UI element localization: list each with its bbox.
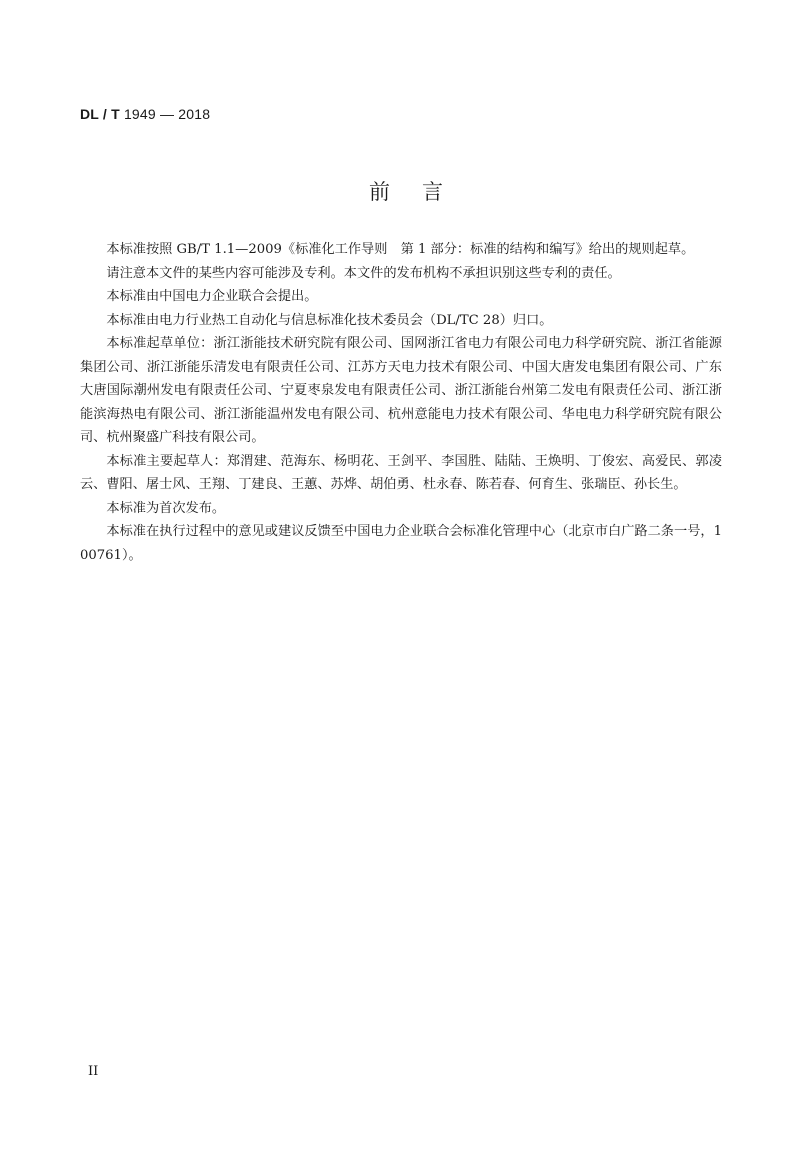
paragraph-first-release: 本标准为首次发布。 [106, 500, 226, 516]
paragraph-drafting-rules: 本标准按照 GB/T 1.1—2009《标准化工作导则 第 1 部分：标准的结构和编写》给出的规则起草。 [106, 242, 695, 257]
page-title: 前言 [369, 180, 475, 204]
preface-body [80, 238, 722, 567]
standard-code [80, 106, 210, 122]
standard-number: 1949 — 2018 [123, 106, 211, 122]
paragraph-technical-committee: 本标准由电力行业热工自动化与信息标准化技术委员会（DL/TC 28）归口。 [106, 312, 553, 328]
paragraph-feedback: 本标准在执行过程中的意见或建议反馈至中国电力企业联合会标准化管理中心（北京市白广路二条一号，100761）。 [80, 524, 722, 563]
page-number: II [88, 1064, 99, 1079]
paragraph-drafting-units: 本标准起草单位：浙江浙能技术研究院有限公司、国网浙江省电力有限公司电力科学研究院、浙江省能源集团公司、浙江浙能乐清发电有限责任公司、江苏方天电力技术有限公司、中国大唐发电集团有限公司、广东大唐国际潮州发电有限责任公司、宁夏枣泉发电有限责任公司、浙江浙能台州第二发电有限责任公司、浙江浙能滨海热电有限公司、浙江浙能温州发电有限公司、杭州意能电力技术有限公司、华电电力科学研究院有限公司、杭州聚盛广科技有限公司。 [80, 336, 722, 445]
standard-prefix: DL / T [80, 106, 120, 122]
paragraph-drafters: 本标准主要起草人：郑渭建、范海东、杨明花、王剑平、李国胜、陆陆、王焕明、丁俊宏、高爱民、郭凌云、曹阳、屠士风、王翔、丁建良、王蕙、苏烨、胡伯勇、杜永春、陈若春、何育生、张瑞臣、孙长生。 [80, 453, 722, 492]
paragraph-patent-notice: 请注意本文件的某些内容可能涉及专利。本文件的发布机构不承担识别这些专利的责任。 [106, 265, 621, 281]
paragraph-proposer: 本标准由中国电力企业联合会提出。 [106, 289, 318, 304]
